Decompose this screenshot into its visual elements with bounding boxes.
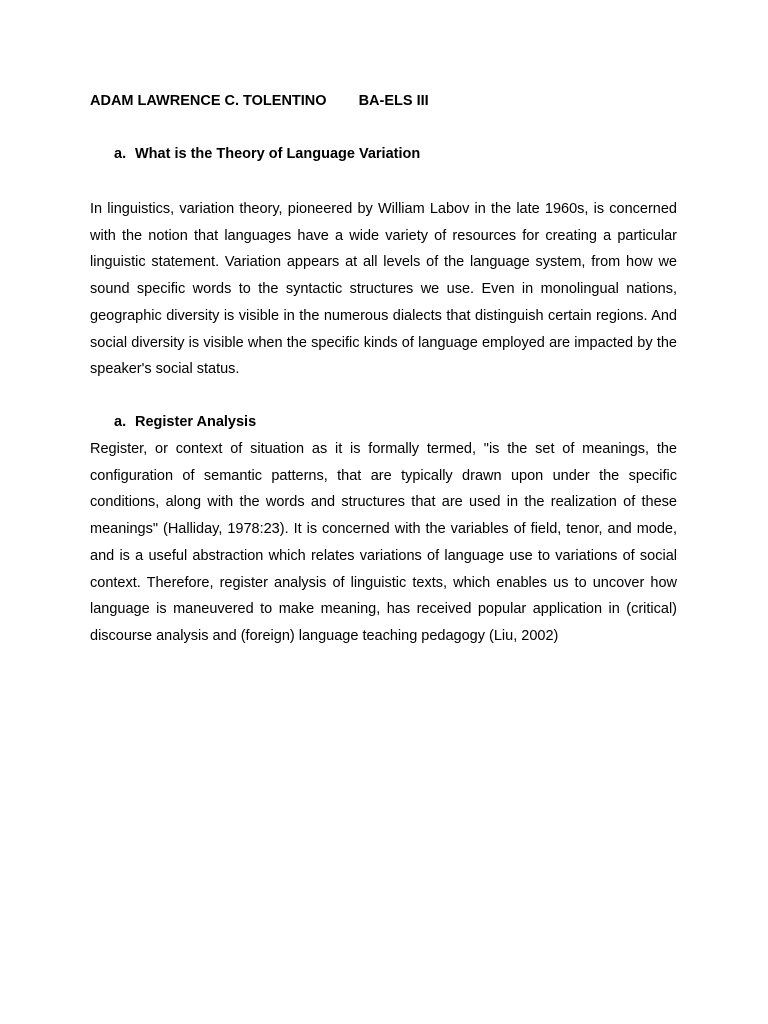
section-title: Register Analysis [135, 414, 257, 430]
section-marker: a. [114, 414, 127, 430]
section-heading-theory [114, 146, 420, 162]
author-name: ADAM LAWRENCE C. TOLENTINO [90, 93, 327, 109]
section-marker: a. [114, 146, 127, 162]
paragraph-variation-theory: In linguistics, variation theory, pioneered by William Labov in the late 1960s, is concerned with the notion that languages have a wide variety of resources for creating a particular linguistic statement. Variation appears at all levels of the language system, from how we sound specific words to the syntactic structures we use. Even in monolingual nations, geographic diversity is visible in the numerous dialects that distinguish certain regions. And social diversity is visible when the specific kinds of language employed are impacted by the speaker's social status. [90, 201, 677, 378]
section-heading-register [114, 414, 256, 430]
section-title: What is the Theory of Language Variation [135, 146, 421, 162]
document-header [90, 93, 429, 109]
course-label: BA-ELS III [358, 93, 429, 109]
paragraph-register-analysis: Register, or context of situation as it is formally termed, "is the set of meanings, the configuration of semantic patterns, that are typically drawn upon under the specific conditions, along with the words and structures that are used in the realization of these meanings" (Halliday, 1978:23). It is concerned with the variables of field, tenor, and mode, and is a useful abstraction which relates variations of language use to variations of social context. Therefore, register analysis of linguistic texts, which enables us to uncover how language is maneuvered to make meaning, has received popular application in (critical) discourse analysis and (foreign) language teaching pedagogy (Liu, 2002) [90, 441, 677, 644]
